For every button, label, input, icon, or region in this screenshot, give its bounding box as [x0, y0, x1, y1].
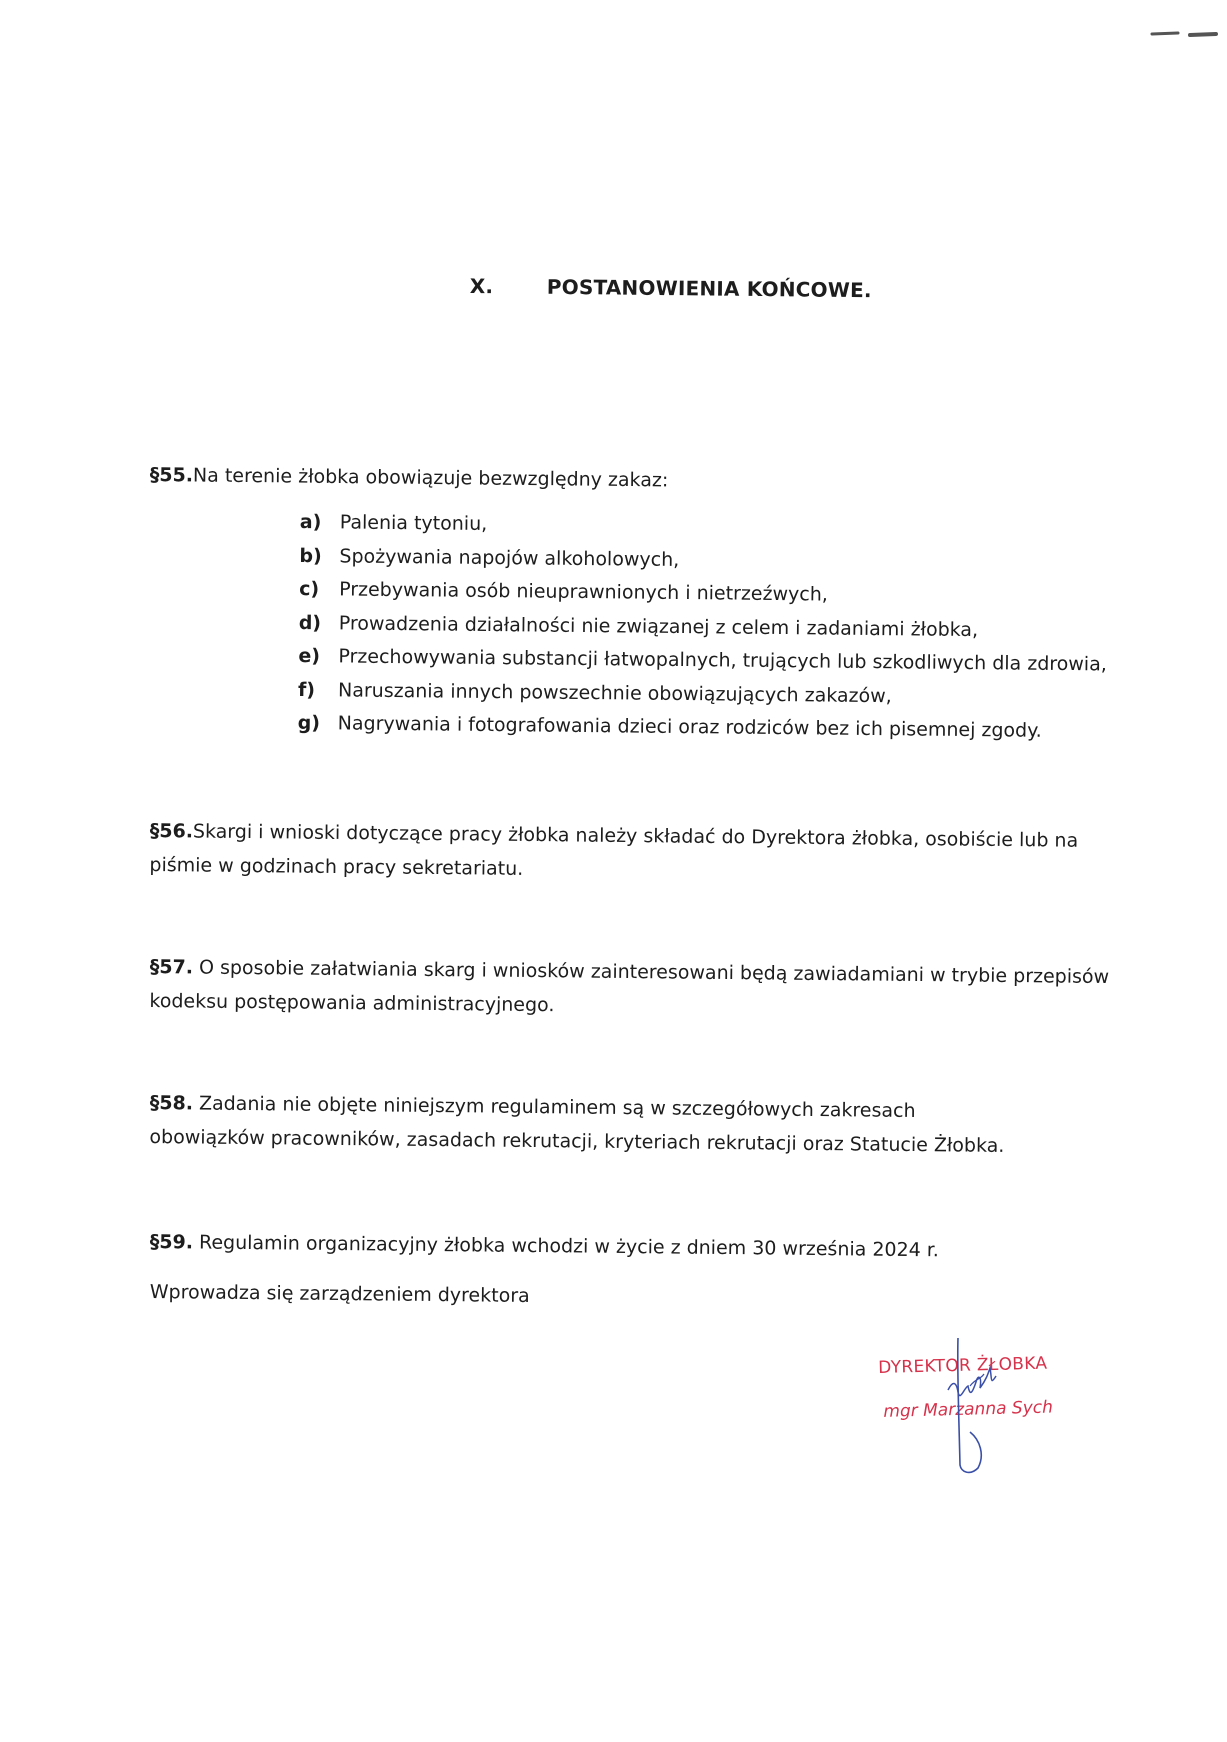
- corner-scan-mark: [1150, 24, 1220, 44]
- paragraph-57: [149, 950, 1110, 1028]
- paragraph-56: [149, 814, 1080, 892]
- list-marker: f): [297, 678, 316, 701]
- list-item-text: Palenia tytoniu,: [339, 511, 488, 535]
- list-item-text: Naruszania innych powszechnie obowiązujących zakazów,: [337, 678, 892, 707]
- list-marker: g): [297, 711, 321, 735]
- list-item-text: Przechowywania substancji łatwopalnych, trujących lub szkodliwych dla zdrowia,: [338, 645, 1107, 676]
- list-marker: a): [299, 510, 322, 534]
- paragraph-text: O sposobie załatwiania skarg i wniosków zainteresowani będą zawiadamiani w trybie przepisów kodeksu postępowania administracyjnego.: [149, 956, 1110, 1017]
- signature-image: [930, 1330, 1010, 1480]
- paragraph-text: Na terenie żłobka obowiązuje bezwzględny zakaz:: [192, 464, 669, 492]
- list-item: [298, 707, 1107, 749]
- paragraph-text: Zadania nie objęte niniejszym regulaminem są w szczegółowych zakresach obowiązków pracowników, zasadach rekrutacji, kryteriach rekrutacji oraz Statucie Żłobka.: [149, 1092, 1005, 1157]
- paragraph-mark: §58.: [149, 1091, 194, 1115]
- paragraph-58: [149, 1086, 1010, 1163]
- list-marker: c): [299, 577, 320, 601]
- paragraph-text: Skargi i wnioski dotyczące pracy żłobka należy składać do Dyrektora żłobka, osobiście lub na piśmie w godzinach pracy sekretariatu.: [149, 820, 1079, 880]
- paragraph-59: [150, 1225, 1110, 1269]
- paragraph-mark: §56.: [149, 819, 194, 843]
- list-marker: b): [299, 544, 322, 567]
- list-item-text: Nagrywania i fotografowania dzieci oraz rodziców bez ich pisemnej zgody.: [337, 712, 1042, 742]
- stamp-title: DYREKTOR ŻŁOBKA: [878, 1353, 1048, 1378]
- chapter-heading: [470, 274, 872, 302]
- intro-line: Wprowadza się zarządzeniem dyrektora: [149, 1280, 530, 1307]
- paragraph-mark: §59.: [149, 1230, 194, 1254]
- list-marker: d): [298, 611, 322, 634]
- paragraph-mark: §57.: [149, 955, 194, 979]
- paragraph-mark: §55.: [149, 463, 194, 487]
- paragraph-55: [150, 458, 1110, 502]
- chapter-title: POSTANOWIENIA KOŃCOWE.: [546, 274, 872, 303]
- list-item-text: Spożywania napojów alkoholowych,: [339, 544, 680, 571]
- prohibition-list: [298, 506, 1109, 749]
- list-marker: e): [298, 644, 321, 668]
- paragraph-text: Regulamin organizacyjny żłobka wchodzi w życie z dniem 30 września 2024 r.: [192, 1231, 940, 1262]
- list-item-text: Prowadzenia działalności nie związanej z celem i zadaniami żłobka,: [338, 611, 979, 641]
- stamp-name: mgr Marzanna Sych: [883, 1397, 1054, 1422]
- chapter-number: X.: [469, 274, 494, 299]
- list-item-text: Przebywania osób nieuprawnionych i nietrzeźwych,: [339, 578, 828, 606]
